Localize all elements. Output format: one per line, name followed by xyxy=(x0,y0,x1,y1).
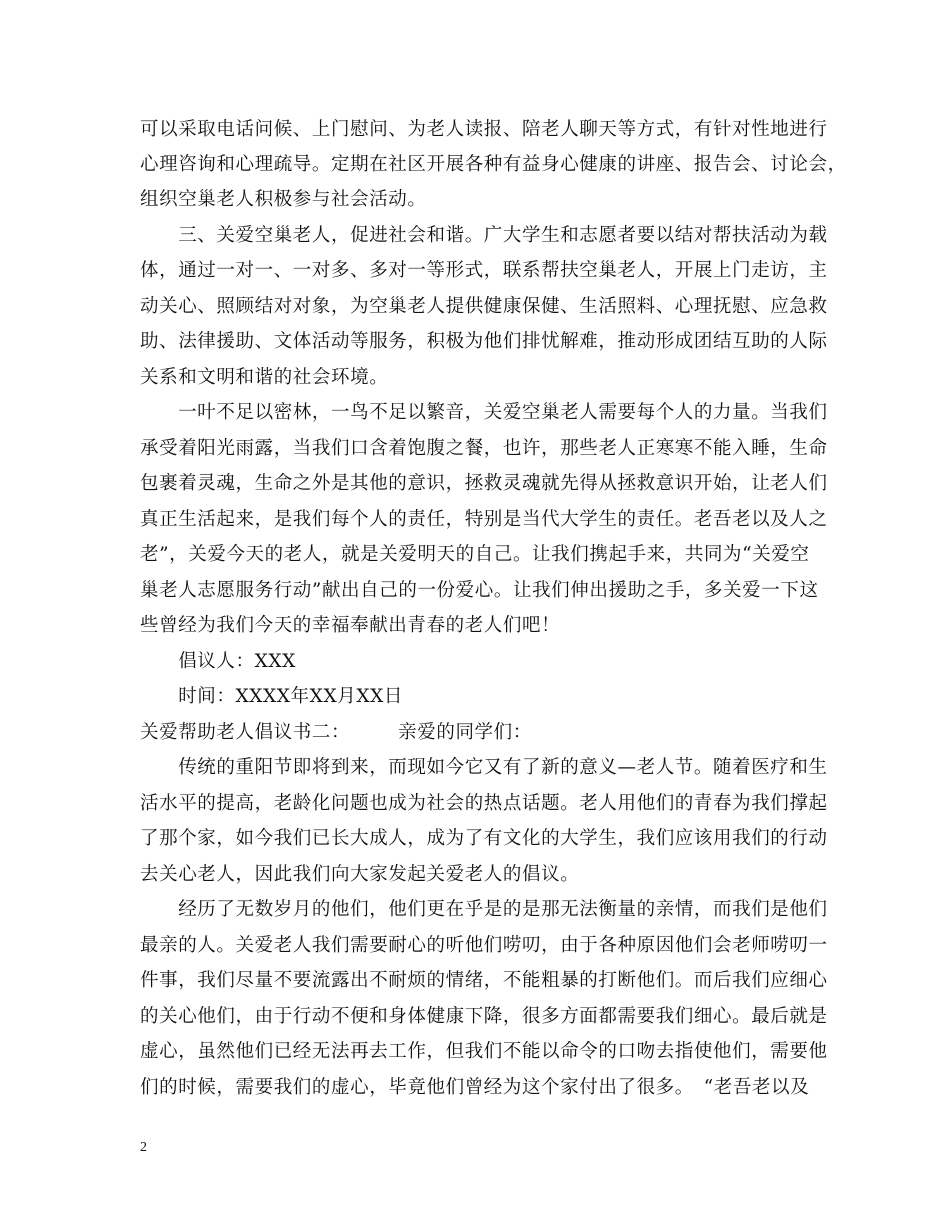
text-line: 动关心、照顾结对对象，为空巢老人提供健康保健、生活照料、心理抚慰、应急救 xyxy=(140,296,828,317)
page-number: 2 xyxy=(140,1140,147,1155)
text-line: 三、关爱空巢老人，促进社会和谐。广大学生和志愿者要以结对帮扶活动为载 xyxy=(140,225,828,246)
text-line: 些曾经为我们今天的幸福奉献出青春的老人们吧！ xyxy=(140,615,561,636)
text-line: 老”，关爱今天的老人，就是关爱明天的自己。让我们携起手来，共同为“关爱空 xyxy=(140,544,810,565)
text-line: 心理咨询和心理疏导。定期在社区开展各种有益身心健康的讲座、报告会、讨论会， xyxy=(140,154,847,175)
text-line: 经历了无数岁月的他们，他们更在乎是的是那无法衡量的亲情，而我们是他们 xyxy=(140,899,828,920)
text-line: 一叶不足以密林，一鸟不足以繁音，关爱空巢老人需要每个人的力量。当我们 xyxy=(140,402,828,423)
date-line: 时间：XXXX年XX月XX日 xyxy=(140,686,403,707)
text-line: 了那个家，如今我们已长大成人，成为了有文化的大学生，我们应该用我们的行动 xyxy=(140,828,828,849)
text-line: 传统的重阳节即将到来，而现如今它又有了新的意义—老人节。随着医疗和生 xyxy=(140,757,828,778)
text-line: 包裹着灵魂，生命之外是其他的意识，拯救灵魂就先得从拯救意识开始，让老人们 xyxy=(140,473,828,494)
text-line: 最亲的人。关爱老人我们需要耐心的听他们唠叨，由于各种原因他们会老师唠叨一 xyxy=(140,935,828,956)
text-line: 的关心他们，由于行动不便和身体健康下降，很多方面都需要我们细心。最后就是 xyxy=(140,1006,828,1027)
text-line: 承受着阳光雨露，当我们口含着饱腹之餐，也许，那些老人正寒寒不能入睡，生命 xyxy=(140,438,828,459)
text-line: 件事，我们尽量不要流露出不耐烦的情绪，不能粗暴的打断他们。而后我们应细心 xyxy=(140,970,828,991)
text-line: 助、法律援助、文体活动等服务，积极为他们排忧解难，推动形成团结互助的人际 xyxy=(140,331,828,352)
text-line: 活水平的提高，老龄化问题也成为社会的热点话题。老人用他们的青春为我们撑起 xyxy=(140,793,828,814)
text-line: 巢老人志愿服务行动”献出自己的一份爱心。让我们伸出援助之手，多关爱一下这 xyxy=(140,580,819,601)
text-line: 虚心，虽然他们已经无法再去工作，但我们不能以命令的口吻去指使他们，需要他 xyxy=(140,1041,828,1062)
text-line: 们的时候，需要我们的虚心，毕竟他们曾经为这个家付出了很多。 “老吾老以及 xyxy=(140,1077,810,1098)
section-heading: 关爱帮助老人倡议书二： 亲爱的同学们： xyxy=(140,722,532,743)
text-line: 关系和文明和谐的社会环境。 xyxy=(140,367,389,388)
signature-line: 倡议人：XXX xyxy=(140,651,296,672)
text-line: 真正生活起来，是我们每个人的责任，特别是当代大学生的责任。老吾老以及人之 xyxy=(140,509,828,530)
text-line: 组织空巢老人积极参与社会活动。 xyxy=(140,189,427,210)
text-line: 去关心老人，因此我们向大家发起关爱老人的倡议。 xyxy=(140,864,580,885)
text-line: 可以采取电话问候、上门慰问、为老人读报、陪老人聊天等方式，有针对性地进行 xyxy=(140,119,828,140)
text-line: 体，通过一对一、一对多、多对一等形式，联系帮扶空巢老人，开展上门走访，主 xyxy=(140,260,828,281)
